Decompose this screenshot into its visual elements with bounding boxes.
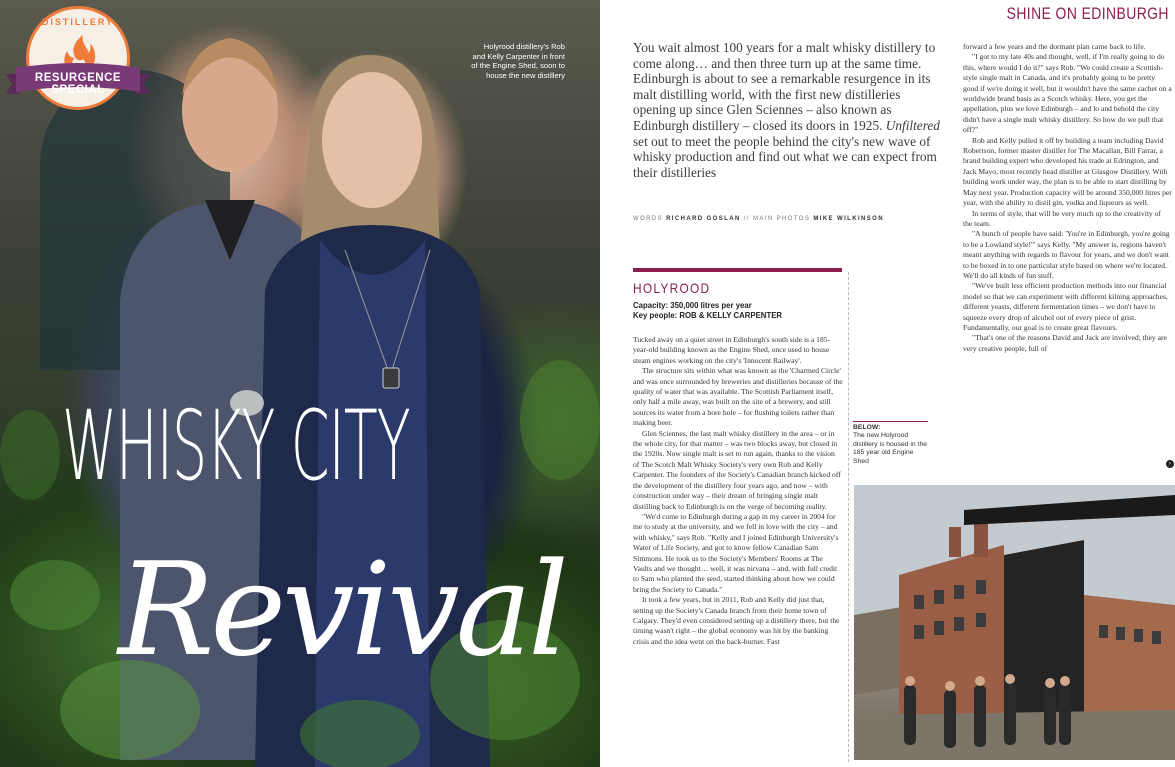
caption-head: BELOW: — [853, 424, 881, 431]
intro-standfirst — [633, 40, 943, 180]
byline — [633, 216, 943, 222]
photo-caption-below — [853, 424, 928, 466]
body-column-1 — [633, 335, 843, 765]
section-heading: HOLYROOD — [633, 280, 711, 296]
publication-name: Unfiltered — [885, 117, 940, 133]
photos-label: MAIN PHOTOS — [752, 216, 811, 222]
words-label: WORDS — [633, 216, 663, 222]
section-label: SHINE ON EDINBURGH — [1006, 4, 1169, 23]
column-divider — [848, 272, 849, 762]
title-whisky-city: WHISKY CITY — [62, 390, 410, 502]
paragraph: The structure sits within what was known as the 'Charmed Circle' and was once surrounded by breweries and distilleries because of the quality of water that was available. The Scottish Parliament itself, only half a mile away, was built on the site of a brewery, and still sources its water from a bore hole – for flushing toilets rather than making beer. — [633, 366, 843, 428]
paragraph: "A bunch of people have said: 'You're in Edinburgh, you're going to be a Lowland style!'" says Kelly. "My answer is, regions haven't meant anything with regards to flavour for years, and we don't want to be boxed in to one particular style based on where we're located. We'll do all kinds of fun stuff. — [963, 229, 1170, 280]
paragraph: Tucked away on a quiet street in Edinburgh's south side is a 185-year-old building known as the Engine Shed, once used to house steam engines working on the city's 'Innocent Railway'. — [633, 335, 831, 365]
photo-caption: Holyrood distillery's Rob and Kelly Carpenter in front of the Engine Shed, soon to house the new distillery — [471, 42, 565, 80]
caption-rule — [853, 421, 928, 422]
paragraph: forward a few years and the dormant plan came back to life. — [963, 42, 1146, 51]
paragraph: "We've built less efficient production methods into our financial model so that we can experiment with different kilning approaches, different yeasts, different fermentation times – we don't have to squeeze every drop of alcohol out of every piece of grist. Fundamentally, our goal is to create great flavours. — [963, 281, 1168, 332]
section-rule — [633, 268, 842, 272]
paragraph: It took a few years, but in 2011, Rob and Kelly did just that, setting up the Society's Canada branch from their home town of Calgary. They'd even considered setting up a distillery there, but the timing wasn't right – the global economy was hit by the banking crisis and the idea went on the back-burner. Fast — [633, 595, 840, 646]
capacity-fact: Capacity: 350,000 litres per year — [633, 301, 752, 310]
paragraph: In terms of style, that will be very much up to the creativity of the team. — [963, 208, 1161, 228]
body-column-2 — [963, 42, 1172, 470]
distillery-facts — [633, 301, 843, 321]
paragraph: Glen Sciennes, the last malt whisky distillery in the area – or in the whole city, for that matter – was two blocks away, but closed in the 1920s. Now single malt is set to run again, thanks to the vision of The Scotch Malt Whisky Society's very own Rob and Kelly Carpenter. The founders of the Society's Canadian branch kicked off the development of the distillery four years ago, and now – with construction under way – their dream of bringing single malt distilling back to Edinburgh is on the verge of becoming reality. — [633, 428, 841, 511]
paragraph: "That's one of the reasons David and Jack are involved; they are very creative people, full of — [963, 333, 1167, 353]
badge-label: DISTILLERY — [41, 17, 115, 27]
intro-tail: set out to meet the people behind the city's new wave of whisky production and find out what we can expect from their distilleries — [633, 133, 937, 180]
caption-text: The new Holyrood distillery is housed in the 185 year old Engine Shed — [853, 432, 928, 465]
arrow-right-icon: › — [1166, 460, 1174, 468]
engine-shed-illustration — [854, 485, 1175, 760]
title-revival: Revival — [118, 536, 565, 685]
paragraph: "We'd come to Edinburgh during a gap in my career in 2004 for me to study at the university, and we fell in love with the city – and with whisky," says Rob. "Kelly and I joined Edinburgh University's Water of Life Society, and got to know fellow Canadian Sam Simmons. He took us to the Society's Members' Rooms at The Vaults and we thought… well, it was nirvana – and, with full credit to Sam who planted the seed, started thinking about how we could bring the Society to Canada." — [633, 511, 839, 594]
article-page — [600, 0, 1175, 767]
ribbon-label: RESURGENCE SPECIAL — [34, 72, 122, 96]
engine-shed-photo — [854, 485, 1175, 760]
credit-separator: // — [743, 216, 750, 222]
paragraph: Rob and Kelly pulled it off by building a team including David Robertson, former master distiller for The Macallan, Bill Farrar, a brand building expert who developed his trade at Edrington, and Jack Mayo, most recently head distiller at Glasgow Distillery. With building work under way, the plan is to be able to start distilling by May next year. Production capacity will be around 350,000 litres per year, with the ability to distil gin, vodka and liqueurs as well. — [963, 135, 1172, 208]
paragraph: "I got to my late 40s and thought, well, if I'm really going to do this, where would I do it?" says Rob. "We could create a Scottish-style single malt in Canada, and it's probably going to be pretty good if we're doing it well, but it wouldn't have the same cachet on a worldwide brand basis as a Scotch whisky. Here, you get the appellation, plus we love Edinburgh – and lo and behold the city didn't have a single malt whisky distillery. So how do we pull that off?" — [963, 52, 1172, 135]
writer-name: RICHARD GOSLAN — [666, 216, 741, 222]
key-people-fact: Key people: ROB & KELLY CARPENTER — [633, 311, 783, 320]
photographer-name: MIKE WILKINSON — [813, 216, 884, 222]
intro-text: You wait almost 100 years for a malt whisky distillery to come along… and then three turn up at the same time. Edinburgh is about to see a remarkable resurgence in its malt distilling world, with the first new distilleries opening up since Glen Sciennes – also known as Edinburgh distillery – closed its doors in 1925. — [633, 40, 936, 133]
